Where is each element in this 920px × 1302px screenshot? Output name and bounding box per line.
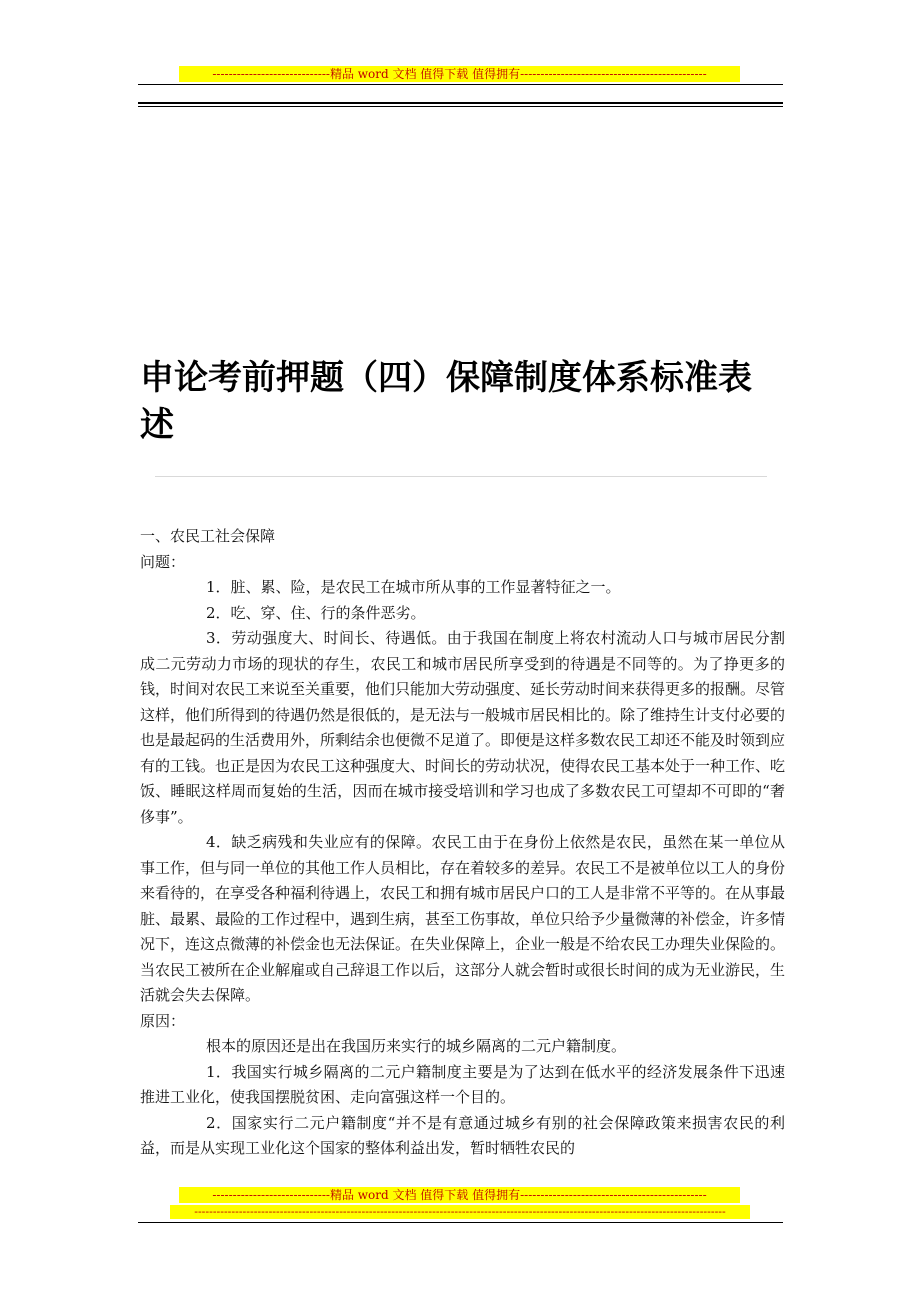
- problem-item-4: 4．缺乏病残和失业应有的保障。农民工由于在身份上依然是农民，虽然在某一单位从事工作，但与同一单位的其他工作人员相比，存在着较多的差异。农民工不是被单位以工人的身份来看待的，在享受各种福利待遇上，农民工和拥有城市居民户口的工人是非常不平等的。在从事最脏、最累、最险的工作过程中，遇到生病，甚至工伤事故，单位只给予少量微薄的补偿金，许多情况下，连这点微薄的补偿金也无法保证。在失业保障上，企业一般是不给农民工办理失业保险的。当农民工被所在企业解雇或自己辞退工作以后，这部分人就会暂时或很长时间的成为无业游民，生活就会失去保障。: [140, 833, 786, 1004]
- footer-rule: [138, 1222, 783, 1223]
- header-double-rule-thin: [138, 106, 783, 107]
- footer-dash-line: -----------------------------------------------------------------------------------------------------------------------------------------------: [170, 1205, 750, 1219]
- header-double-rule-thick: [138, 102, 783, 104]
- section-heading: 一、农民工社会保障: [140, 527, 276, 545]
- problems-label: 问题：: [140, 552, 186, 571]
- cause-item-2: 2．国家实行二元户籍制度“并不是有意通过城乡有别的社会保障政策来损害农民的利益，而是从实现工业化这个国家的整体利益出发，暂时牺牲农民的: [140, 1113, 785, 1157]
- problem-item-3: 3．劳动强度大、时间长、待遇低。由于我国在制度上将农村流动人口与城市居民分割成二元劳动力市场的现状的存生，农民工和城市居民所享受到的待遇是不同等的。为了挣更多的钱，时间对农民工来说至关重要，他们只能加大劳动强度、延长劳动时间来获得更多的报酬。尽管这样，他们所得到的待遇仍然是很低的，是无法与一般城市居民相比的。除了维持生计支付必要的也是最起码的生活费用外，所剩结余也便微不足道了。即便是这样多数农民工却还不能及时领到应有的工钱。也正是因为农民工这种强度大、时间长的劳动状况，使得农民工基本处于一种工作、吃饭、睡眠这样周而复始的生活，因而在城市接受培训和学习也成了多数农民工可望却不可即的“奢侈事”。: [140, 629, 786, 826]
- causes-intro: 根本的原因还是出在我国历来实行的城乡隔离的二元户籍制度。: [206, 1037, 627, 1055]
- title-divider: [155, 476, 767, 477]
- problem-item-1: 1．脏、累、险，是农民工在城市所从事的工作显著特征之一。: [206, 578, 621, 596]
- header-rule: [138, 84, 783, 85]
- footer-banner: -----------------------------精品 word 文档 值得下载 值得拥有----------------------------------------------: [179, 1187, 740, 1203]
- cause-item-1: 1．我国实行城乡隔离的二元户籍制度主要是为了达到在低水平的经济发展条件下迅速推进工业化，使我国摆脱贫困、走向富强这样一个目的。: [140, 1062, 785, 1106]
- causes-label: 原因：: [140, 1011, 186, 1030]
- header-banner: -----------------------------精品 word 文档 值得下载 值得拥有----------------------------------------------: [179, 66, 740, 82]
- document-title: 申论考前押题（四）保障制度体系标准表述: [140, 358, 752, 445]
- problem-item-2: 2．吃、穿、住、行的条件恶劣。: [206, 603, 426, 622]
- document-body: [140, 524, 785, 1162]
